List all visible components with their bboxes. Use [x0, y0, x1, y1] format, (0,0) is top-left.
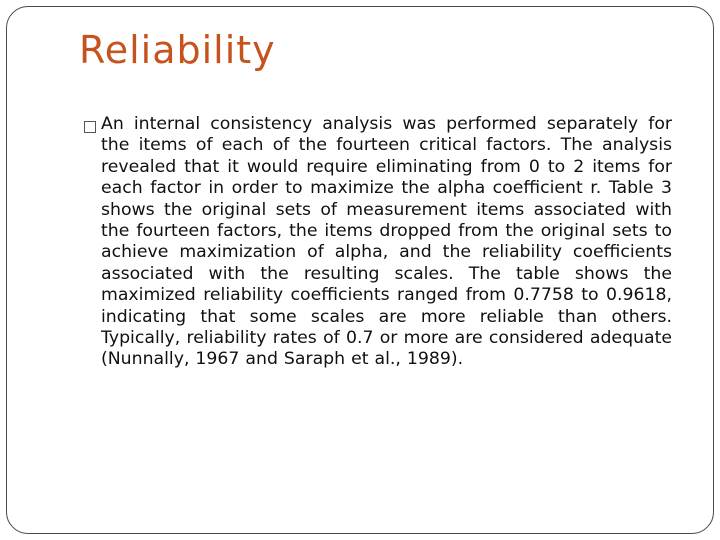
bullet-item [84, 114, 672, 371]
square-bullet-icon [84, 121, 96, 133]
slide-title: Reliability [79, 28, 276, 72]
bullet-text: An internal consistency analysis was performed separately for the items of each of the fourteen critical factors. The analysis revealed that it would require eliminating from 0 to 2 items for each factor in order to maximize the alpha coefficient r. Table 3 shows the original sets of measurement items associated with the fourteen factors, the items dropped from the original sets to achieve maximization of alpha, and the reliability coefficients associated with the resulting scales. The table shows the maximized reliability coefficients ranged from 0.7758 to 0.9618, indicating that some scales are more reliable than others. Typically, reliability rates of 0.7 or more are considered adequate (Nunnally, 1967 and Saraph et al., 1989). [101, 114, 672, 370]
